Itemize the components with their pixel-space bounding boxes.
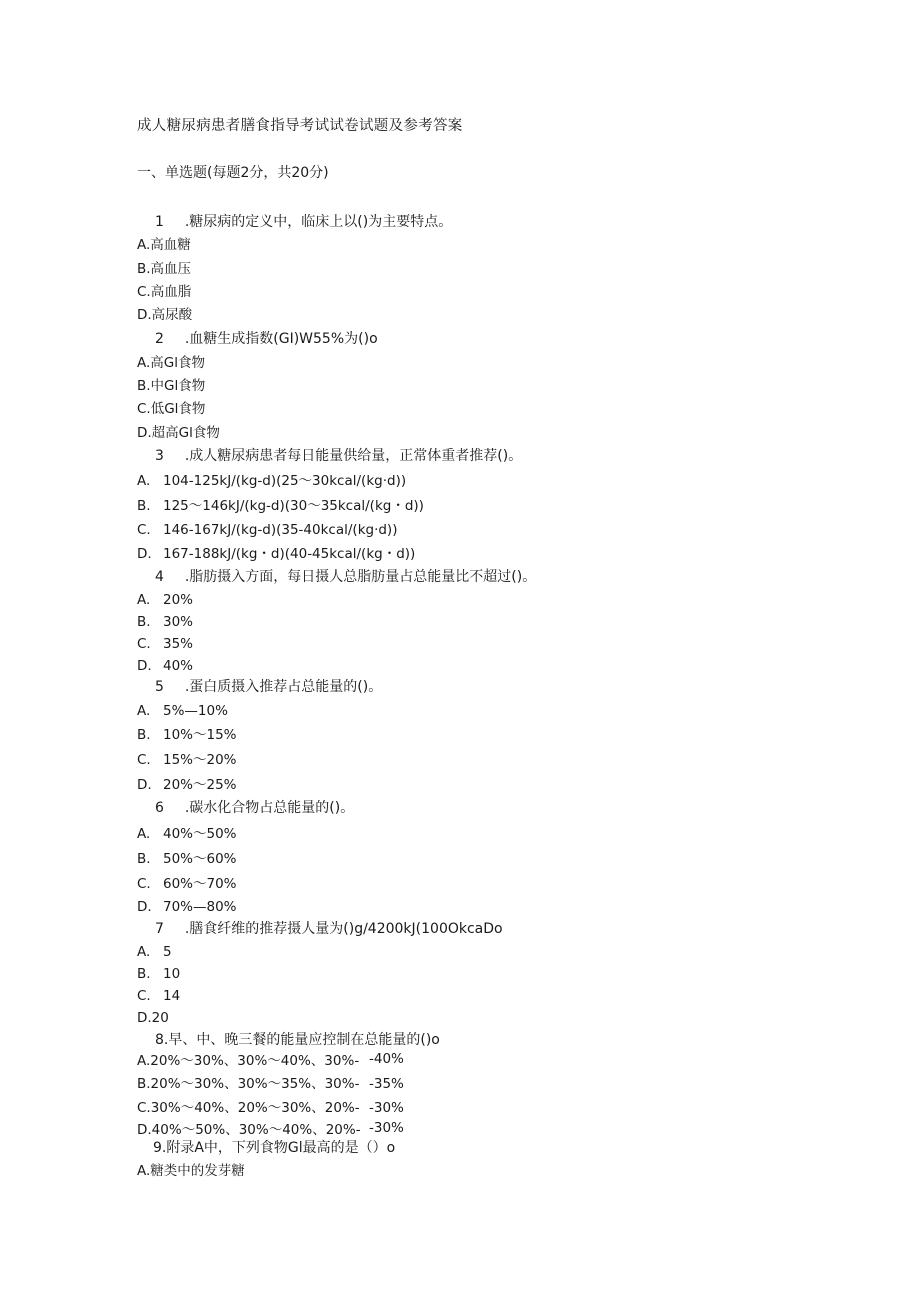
option-text: 40% — [163, 658, 194, 674]
option-label: A. — [137, 473, 151, 489]
question-7 — [155, 920, 503, 938]
question-4 — [155, 568, 536, 586]
option-text: 125～146kJ∕(kg-d)(30～35kcal∕(kg・d)) — [163, 498, 424, 514]
option-a: A.20%～30%、30%～40%、30%- — [137, 1053, 360, 1069]
option-a: A.高血糖 — [137, 237, 191, 253]
question-2 — [155, 330, 378, 348]
option-c: C.高血脂 — [137, 284, 192, 300]
option-b: B.高血压 — [137, 261, 192, 277]
question-6 — [155, 799, 354, 817]
question-number: 5 — [155, 679, 164, 695]
question-number: 4 — [155, 569, 164, 585]
section-heading: 一、单选题(每题2分，共20分) — [137, 165, 329, 181]
option-label: C. — [137, 876, 151, 892]
question-number: 6 — [155, 800, 164, 816]
question-number: 1 — [155, 214, 164, 230]
question-5 — [155, 678, 382, 696]
question-stem: .糖尿病的定义中，临床上以()为主要特点。 — [184, 214, 453, 230]
option-text: 50%～60% — [163, 851, 237, 867]
option-label: B. — [137, 727, 151, 743]
option-text: 20% — [163, 592, 194, 608]
option-label: A. — [137, 703, 151, 719]
option-label: A. — [137, 944, 151, 960]
option-c: C.低Gl食物 — [137, 401, 206, 417]
option-text: 15%～20% — [163, 752, 237, 768]
option-label: B. — [137, 614, 151, 630]
option-text: 10 — [163, 966, 181, 982]
option-text: 5 — [163, 944, 172, 960]
option-a-tail: -40% — [369, 1051, 404, 1067]
question-9: 9.附录A中，下列食物Gl最高的是（）o — [153, 1140, 396, 1156]
question-stem: .蛋白质摄入推荐占总能量的()。 — [184, 679, 383, 695]
question-stem: .血糖生成指数(GI)W55%为()o — [184, 331, 378, 347]
option-c-tail: -30% — [369, 1100, 404, 1116]
option-text: 70%—80% — [163, 899, 237, 915]
question-stem: .成人糖尿病患者每日能量供给量，正常体重者推荐()。 — [184, 448, 523, 464]
option-b: B.20%～30%、30%～35%、30%- — [137, 1076, 360, 1092]
option-label: D. — [137, 899, 152, 915]
option-a: A.高Gl食物 — [137, 355, 206, 371]
option-text: 5%—10% — [163, 703, 228, 719]
option-label: B. — [137, 498, 151, 514]
option-d-tail: -30% — [369, 1120, 404, 1136]
option-text: 35% — [163, 636, 194, 652]
option-text: 10%～15% — [163, 727, 237, 743]
option-label: C. — [137, 522, 151, 538]
option-b-tail: -35% — [369, 1076, 404, 1092]
option-text: 104-125kJ∕(kg-d)(25～30kcal∕(kg·d)) — [163, 473, 407, 489]
option-text: 60%～70% — [163, 876, 237, 892]
option-text: 40%～50% — [163, 826, 237, 842]
question-3 — [155, 447, 522, 465]
option-label: D. — [137, 777, 152, 793]
option-text: 167-188kJ∕(kg・d)(40-45kcal∕(kg・d)) — [163, 546, 416, 562]
option-label: C. — [137, 752, 151, 768]
question-number: 3 — [155, 448, 164, 464]
document-title: 成人糖尿病患者膳食指导考试试卷试题及参考答案 — [137, 118, 463, 134]
option-c: C.30%～40%、20%～30%、20%- — [137, 1100, 360, 1116]
question-stem: .碳水化合物占总能量的()。 — [184, 800, 355, 816]
question-stem: .脂肪摄入方面，每日摄人总脂肪量占总能量比不超过()。 — [184, 569, 537, 585]
question-number: 2 — [155, 331, 164, 347]
option-label: C. — [137, 636, 151, 652]
question-stem: .膳食纤维的推荐摄人量为()g∕4200kJ(100OkcaDo — [184, 921, 503, 937]
option-label: C. — [137, 988, 151, 1004]
option-text: 14 — [163, 988, 181, 1004]
option-text: 20%～25% — [163, 777, 237, 793]
option-label: B. — [137, 851, 151, 867]
option-b: B.中Gl食物 — [137, 378, 206, 394]
option-d: D.40%～50%、30%～40%、20%- — [137, 1122, 361, 1138]
option-d: D.20 — [137, 1010, 169, 1026]
option-a: A.糖类中的发芽糖 — [137, 1163, 245, 1179]
question-number: 7 — [155, 921, 164, 937]
option-label: D. — [137, 546, 152, 562]
option-label: A. — [137, 826, 151, 842]
question-8: 8.早、中、晚三餐的能量应控制在总能量的()o — [155, 1032, 440, 1048]
option-d: D.高尿酸 — [137, 307, 193, 323]
option-text: 30% — [163, 614, 194, 630]
option-label: A. — [137, 592, 151, 608]
option-text: 146-167kJ∕(kg-d)(35-40kcal∕(kg·d)) — [163, 522, 398, 538]
option-label: D. — [137, 658, 152, 674]
option-label: B. — [137, 966, 151, 982]
option-d: D.超高Gl食物 — [137, 425, 220, 441]
question-1 — [155, 213, 452, 231]
